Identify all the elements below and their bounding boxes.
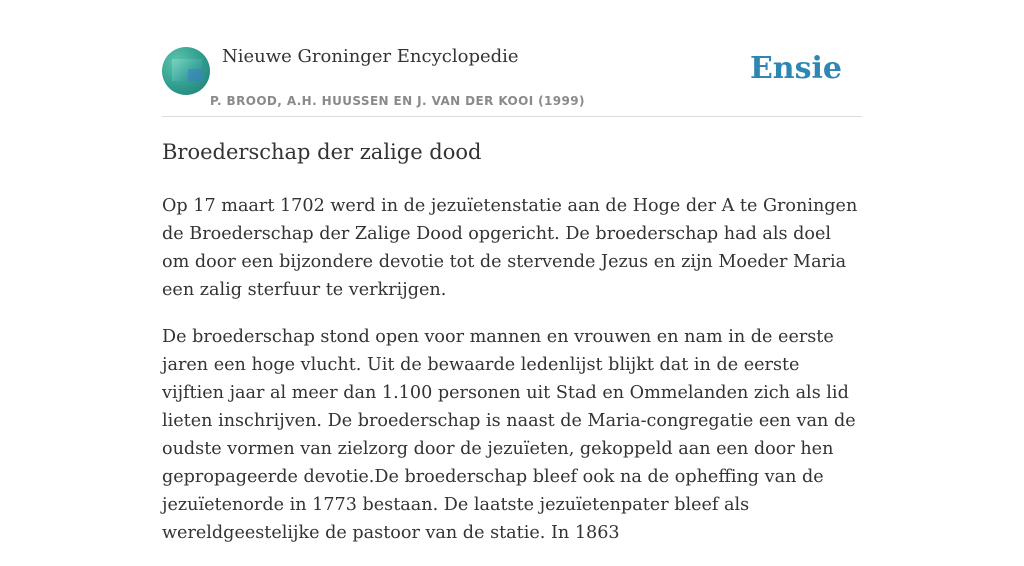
article-title: Broederschap der zalige dood xyxy=(162,140,482,164)
article-paragraph: Op 17 maart 1702 werd in de jezuïetenstatie aan de Hoge der A te Groningen de Broederschap der Zalige Dood opgericht. De broederschap had als doel om door een bijzondere devotie tot de stervende Jezus en zijn Moeder Maria een zalig sterfuur te verkrijgen. xyxy=(162,196,858,300)
book-authors: P. BROOD, A.H. HUUSSEN EN J. VAN DER KOOI (1999) xyxy=(210,94,585,108)
ensie-logo[interactable]: Ensie xyxy=(749,51,842,86)
book-cover-avatar[interactable] xyxy=(162,47,210,95)
cover-image-detail xyxy=(188,69,204,81)
book-title[interactable]: Nieuwe Groninger Encyclopedie xyxy=(222,46,519,67)
article-body xyxy=(162,192,862,566)
article-paragraph: De broederschap stond open voor mannen en vrouwen en nam in de eerste jaren een hoge vlucht. Uit de bewaarde ledenlijst blijkt dat in de eerste vijftien jaar al meer dan 1.100 personen uit Stad en Ommelanden zich als lid lieten inschrijven. De broederschap is naast de Maria-congregatie een van de oudste vormen van zielzorg door de jezuïeten, gekoppeld aan een door hen gepropageerde devotie.De broederschap bleef ook na de opheffing van de jezuïetenorde in 1773 bestaan. De laatste jezuïetenpater bleef als wereldgeestelijke de pastoor van de statie. In 1863 xyxy=(162,327,856,543)
header xyxy=(162,46,862,117)
